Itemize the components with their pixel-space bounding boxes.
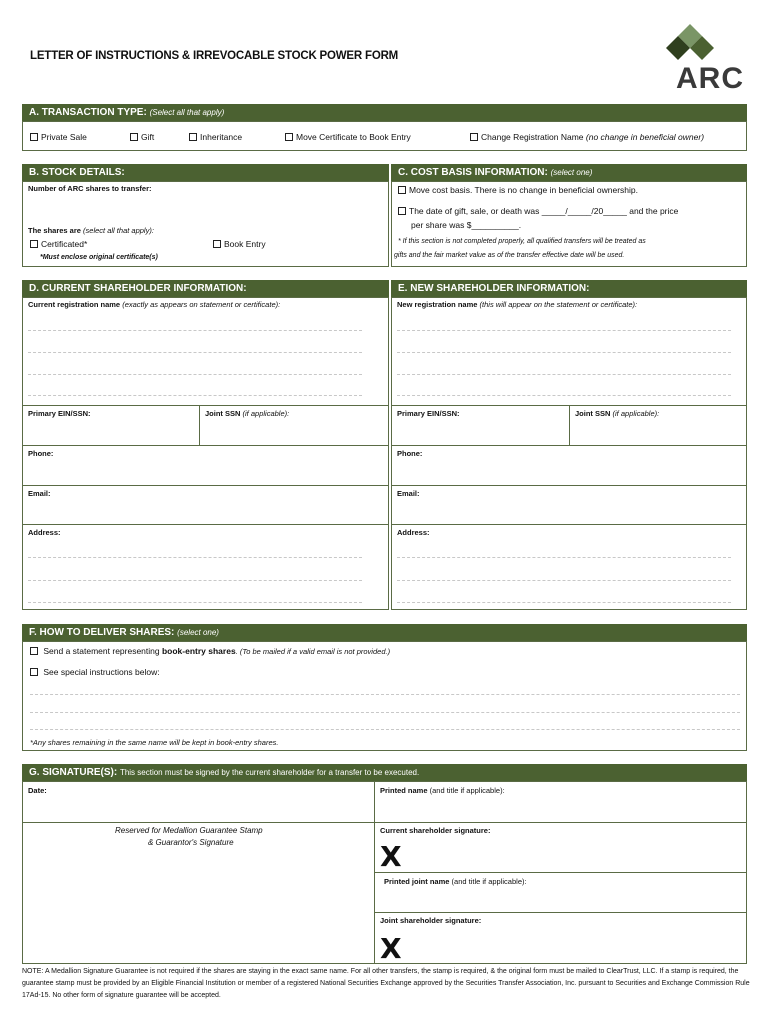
arc-logo [662,24,748,96]
option-label-note: . (To be mailed if a valid email is not provided.) [235,647,391,656]
option-label: The date of gift, sale, or death was _____/_____/20_____ and the price [409,206,679,216]
divider [374,872,747,873]
checkbox[interactable] [130,133,138,141]
medallion-line-2: & Guarantor's Signature [148,838,234,847]
new-registration-label [397,300,637,309]
printed-name-label [380,786,505,795]
change-note: (no change in beneficial owner) [585,132,705,142]
section-b-title: B. STOCK DETAILS: [29,167,125,178]
new-address-line-3[interactable] [397,602,731,603]
option-gift[interactable] [130,132,154,142]
option-inheritance[interactable] [189,132,242,142]
current-joint-ssn-label [205,409,289,418]
book-entry-footnote: *Any shares remaining in the same name will be kept in book-entry shares. [30,738,279,747]
new-registration-line-2[interactable] [397,352,731,353]
label-sub: (if applicable): [242,409,290,418]
shares-are-label [28,226,154,235]
option-send-statement[interactable] [30,646,390,656]
checkbox[interactable] [30,240,38,248]
option-change-registration[interactable] [470,132,704,142]
current-address-line-1[interactable] [28,557,362,558]
option-label: See special instructions below: [43,667,160,677]
section-a-title: A. TRANSACTION TYPE: [29,107,147,118]
divider [569,405,570,445]
new-joint-ssn-label [575,409,659,418]
section-c-subtitle: (select one) [550,168,593,177]
label-sub: (and title if applicable): [451,877,527,886]
printed-joint-name-label [384,877,527,886]
current-registration-line-2[interactable] [28,352,362,353]
instructions-line-2[interactable] [30,712,740,713]
option-label: Gift [141,132,155,142]
option-move-certificate[interactable] [285,132,411,142]
option-label: Inheritance [200,132,243,142]
current-email-label: Email: [28,489,51,498]
divider [391,524,747,525]
section-c-header [391,164,747,181]
label-sub: (this will appear on the statement or certificate): [479,300,638,309]
option-label: Move cost basis. There is no change in beneficial ownership. [409,185,638,195]
enclose-note: *Must enclose original certificate(s) [40,254,158,261]
diamond-logo-icon [662,24,748,64]
current-signature-mark[interactable]: X [380,840,402,873]
checkbox[interactable] [189,133,197,141]
option-private-sale[interactable] [30,132,87,142]
divider [22,485,389,486]
checkbox[interactable] [30,133,38,141]
new-email-label: Email: [397,489,420,498]
form-title: LETTER OF INSTRUCTIONS & IRREVOCABLE STOCK POWER FORM [30,50,399,62]
option-label: Move Certificate to Book Entry [296,132,411,142]
date-label: Date: [28,786,47,795]
label-text: New registration name [397,300,478,309]
checkbox[interactable] [470,133,478,141]
option-special-instructions[interactable] [30,667,160,677]
section-e-title: E. NEW SHAREHOLDER INFORMATION: [398,283,590,294]
section-d-header [22,280,389,297]
new-ein-label: Primary EIN/SSN: [397,409,460,418]
label-text: Printed name [380,786,428,795]
instructions-line-1[interactable] [30,694,740,695]
divider [391,485,747,486]
section-a-subtitle: (Select all that apply) [149,108,225,117]
label-text: Printed joint name [384,877,450,886]
shares-to-transfer-label: Number of ARC shares to transfer: [28,184,152,193]
checkbox[interactable] [213,240,221,248]
option-label: Certificated* [41,239,88,249]
instructions-line-3[interactable] [30,729,740,730]
footer-note: NOTE: A Medallion Signature Guarantee is not required if the shares are staying in the exact same name. For all other transfers, the stamp is required, & the original form must be mailed to ClearTrust, LLC. If a stamp is required, the guarantee stamp must be provided by an Eligible Financial Institution or member of a registered National Securities Exchange approved by the Securities Transfer Association, Inc. pursuant to Securities and Exchange Commission Rule 17Ad-15. No other form of signature guarantee will be accepted. [22,968,750,999]
option-label: Change Registration Name [481,132,584,142]
section-f-title: F. HOW TO DELIVER SHARES: [29,627,175,638]
label-text: Joint SSN [575,409,611,418]
section-f-body [22,641,747,751]
section-e-header [391,280,747,297]
cost-basis-note-1: * If this section is not completed properly, all qualified transfers will be treated as [398,238,646,245]
new-phone-label: Phone: [397,449,423,458]
option-label: Book Entry [224,239,266,249]
option-date-of-gift[interactable] [398,206,678,216]
section-b-header [22,164,389,181]
current-signature-label: Current shareholder signature: [380,826,491,835]
shares-are-bold: The shares are [28,226,81,235]
joint-signature-mark[interactable]: X [380,932,402,965]
divider [22,445,389,446]
checkbox[interactable] [398,207,406,215]
label-text: Current registration name [28,300,121,309]
section-d-body [22,297,389,610]
option-label: Private Sale [41,132,87,142]
section-g-subtitle: This section must be signed by the current shareholder for a transfer to be executed. [119,768,420,777]
option-move-cost-basis[interactable] [398,185,638,195]
current-registration-line-4[interactable] [28,395,362,396]
new-registration-line-3[interactable] [397,374,731,375]
current-registration-line-3[interactable] [28,374,362,375]
new-address-label: Address: [397,528,430,537]
option-label-bold: book-entry shares [161,646,236,656]
label-text: Joint SSN [205,409,241,418]
label-sub: (if applicable): [612,409,660,418]
logo-text: ARC [676,62,744,95]
cost-basis-note-2: gifts and the fair market value as of the transfer effective date will be used. [394,252,625,259]
new-address-line-2[interactable] [397,580,731,581]
section-e-body [391,297,747,610]
new-address-line-1[interactable] [397,557,731,558]
joint-signature-label: Joint shareholder signature: [380,916,482,925]
checkbox[interactable] [285,133,293,141]
section-a-header [22,104,747,121]
option-certificated[interactable] [30,239,87,249]
section-f-subtitle: (select one) [177,628,219,637]
checkbox[interactable] [30,647,38,655]
price-per-share-line: per share was $__________. [411,220,522,230]
checkbox[interactable] [398,186,406,194]
divider [22,405,389,406]
current-address-label: Address: [28,528,61,537]
option-label: Send a statement representing [43,646,162,656]
current-address-line-3[interactable] [28,602,362,603]
current-ein-label: Primary EIN/SSN: [28,409,91,418]
divider [22,822,747,823]
shares-are-sub: (select all that apply): [83,226,154,235]
label-sub: (exactly as appears on statement or certificate): [122,300,281,309]
current-address-line-2[interactable] [28,580,362,581]
divider [199,405,200,445]
medallion-line-1: Reserved for Medallion Guarantee Stamp [115,826,263,835]
new-registration-line-4[interactable] [397,395,731,396]
current-registration-line-1[interactable] [28,330,362,331]
section-g-title: G. SIGNATURE(S): [29,767,118,778]
section-d-title: D. CURRENT SHAREHOLDER INFORMATION: [29,283,247,294]
section-c-title: C. COST BASIS INFORMATION: [398,167,548,178]
current-phone-label: Phone: [28,449,54,458]
current-registration-label [28,300,280,309]
checkbox[interactable] [30,668,38,676]
divider [374,912,747,913]
new-registration-line-1[interactable] [397,330,731,331]
label-sub: (and title if applicable): [429,786,505,795]
option-book-entry[interactable] [213,239,266,249]
divider [391,445,747,446]
section-f-header [22,624,747,641]
section-g-header [22,764,747,781]
divider [22,524,389,525]
